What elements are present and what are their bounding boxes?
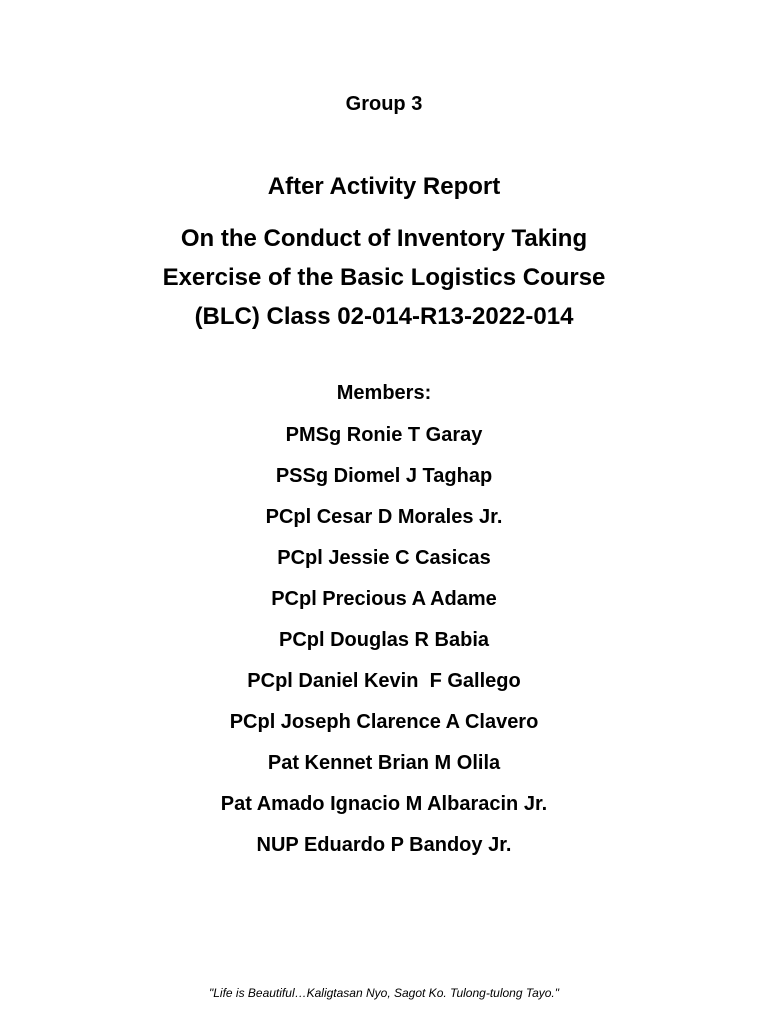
report-subtitle [0, 221, 768, 338]
member-item: PCpl Precious A Adame [271, 588, 497, 610]
footer-quote: "Life is Beautiful…Kaligtasan Nyo, Sagot Ko. Tulong-tulong Tayo." [208, 986, 560, 1000]
subtitle-line: On the Conduct of Inventory Taking [180, 225, 588, 252]
members-list [0, 421, 768, 872]
member-item: PMSg Ronie T Garay [285, 424, 483, 446]
member-item: PCpl Douglas R Babia [278, 629, 490, 651]
member-item: PCpl Cesar D Morales Jr. [265, 506, 503, 528]
member-item: PSSg Diomel J Taghap [275, 465, 493, 487]
member-item: Pat Kennet Brian M Olila [267, 752, 501, 774]
member-item: Pat Amado Ignacio M Albaracin Jr. [220, 793, 548, 815]
member-item: PCpl Joseph Clarence A Clavero [229, 711, 539, 733]
subtitle-line: (BLC) Class 02-014-R13-2022-014 [194, 303, 574, 330]
report-title: After Activity Report [267, 173, 501, 200]
member-item: PCpl Jessie C Casicas [277, 547, 491, 569]
member-item: PCpl Daniel Kevin F Gallego [247, 670, 521, 692]
member-item: NUP Eduardo P Bandoy Jr. [256, 834, 512, 856]
subtitle-line: Exercise of the Basic Logistics Course [162, 264, 606, 291]
group-title: Group 3 [345, 93, 423, 115]
members-heading: Members: [336, 382, 432, 404]
